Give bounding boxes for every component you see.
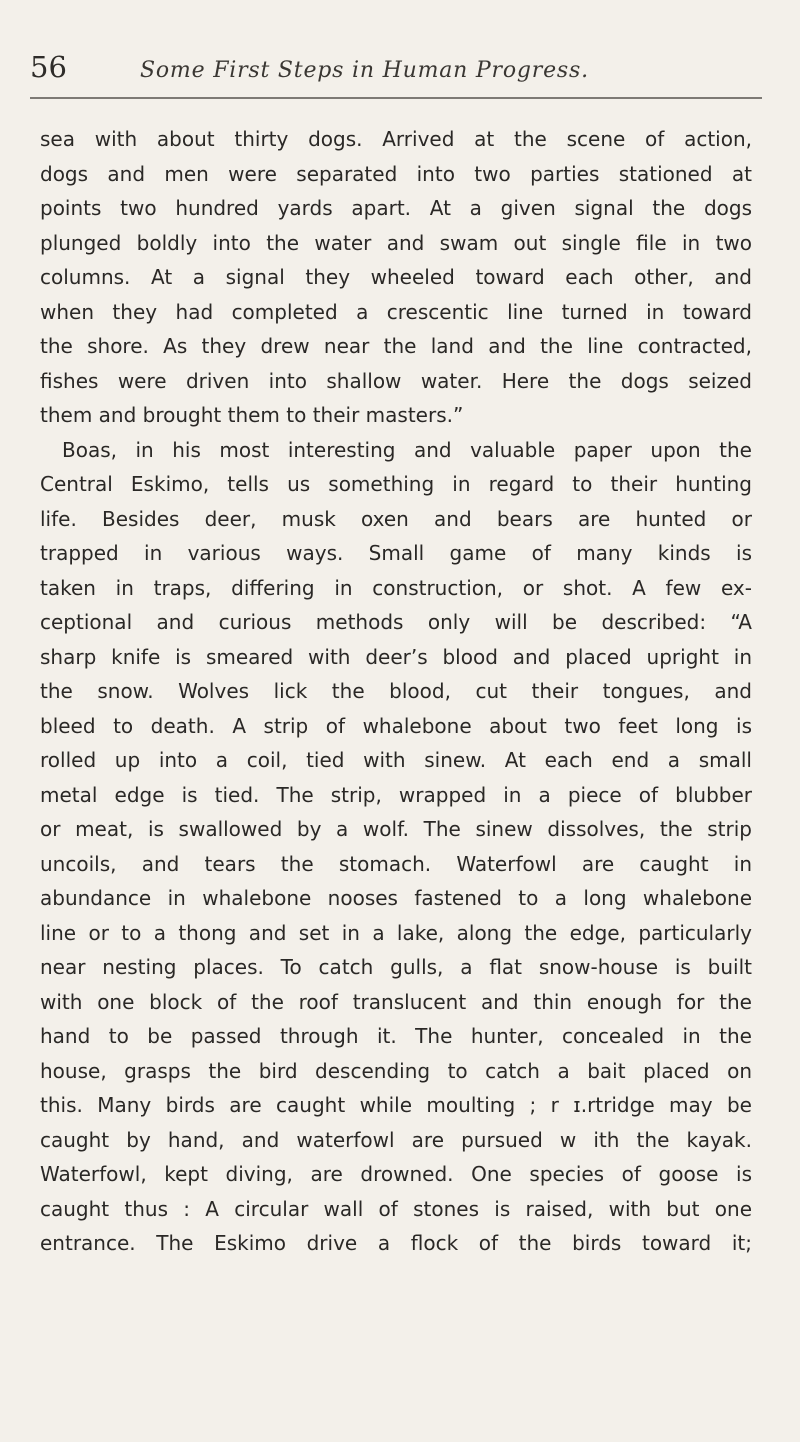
page-number: 56 — [30, 50, 67, 84]
text-line: this. Many birds are caught while moulting ; r ɪ.rtridge may be — [40, 1093, 752, 1117]
text-line: hand to be passed through it. The hunter, concealed in the — [40, 1024, 752, 1048]
page-header — [30, 44, 760, 84]
text-line: bleed to death. A strip of whalebone about two feet long is — [40, 713, 752, 738]
paragraph — [40, 433, 752, 1261]
text-line: sea with about thirty dogs. Arrived at the scene of action, — [40, 127, 752, 151]
text-line: trapped in various ways. Small game of many kinds is — [40, 541, 752, 565]
text-line: entrance. The Eskimo drive a flock of the birds toward it; — [40, 1231, 752, 1255]
text-line: house, grasps the bird descending to catch a bait placed on — [40, 1058, 752, 1083]
text-line: caught thus : A circular wall of stones is raised, with but one — [40, 1196, 752, 1221]
text-line: caught by hand, and waterfowl are pursued w ith the kayak. — [40, 1127, 752, 1152]
text-line: or meat, is swallowed by a wolf. The sinew dissolves, the strip — [40, 817, 752, 841]
text-line: sharp knife is smeared with deer’s blood and placed upright in — [40, 644, 752, 669]
text-line: rolled up into a coil, tied with sinew. At each end a small — [40, 748, 752, 772]
text-line: taken in traps, differing in construction, or shot. A few ex- — [40, 575, 752, 600]
running-title: Some First Steps in Human Progress. — [140, 58, 589, 83]
text-line: uncoils, and tears the stomach. Waterfowl are caught in — [40, 851, 752, 876]
text-line: Waterfowl, kept diving, are drowned. One species of goose is — [40, 1162, 752, 1186]
text-line: plunged boldly into the water and swam out single file in two — [40, 230, 752, 255]
text-line: Boas, in his most interesting and valuable paper upon the — [62, 437, 752, 462]
text-line: near nesting places. To catch gulls, a flat snow-house is built — [40, 955, 752, 979]
paragraph — [40, 122, 752, 433]
text-line: with one block of the roof translucent and thin enough for the — [40, 989, 752, 1014]
text-line: the snow. Wolves lick the blood, cut their tongues, and — [40, 679, 752, 703]
text-line: line or to a thong and set in a lake, along the edge, particularly — [40, 920, 752, 945]
body-text — [40, 122, 752, 1261]
text-line: when they had completed a crescentic line turned in toward — [40, 299, 752, 324]
text-line: abundance in whalebone nooses fastened to a long whalebone — [40, 886, 752, 910]
text-line: dogs and men were separated into two parties stationed at — [40, 161, 752, 186]
header-rule — [30, 97, 762, 99]
text-line: fishes were driven into shallow water. Here the dogs seized — [40, 368, 752, 393]
text-line: Central Eskimo, tells us something in regard to their hunting — [40, 472, 752, 496]
text-line: the shore. As they drew near the land and the line contracted, — [40, 334, 752, 358]
text-line: them and brought them to their masters.” — [40, 403, 464, 427]
text-line: life. Besides deer, musk oxen and bears are hunted or — [40, 506, 752, 531]
text-line: metal edge is tied. The strip, wrapped in a piece of blubber — [40, 782, 752, 807]
text-line: columns. At a signal they wheeled toward each other, and — [40, 265, 752, 289]
text-line: points two hundred yards apart. At a given signal the dogs — [40, 196, 752, 220]
text-line: ceptional and curious methods only will be described: “A — [40, 610, 752, 634]
